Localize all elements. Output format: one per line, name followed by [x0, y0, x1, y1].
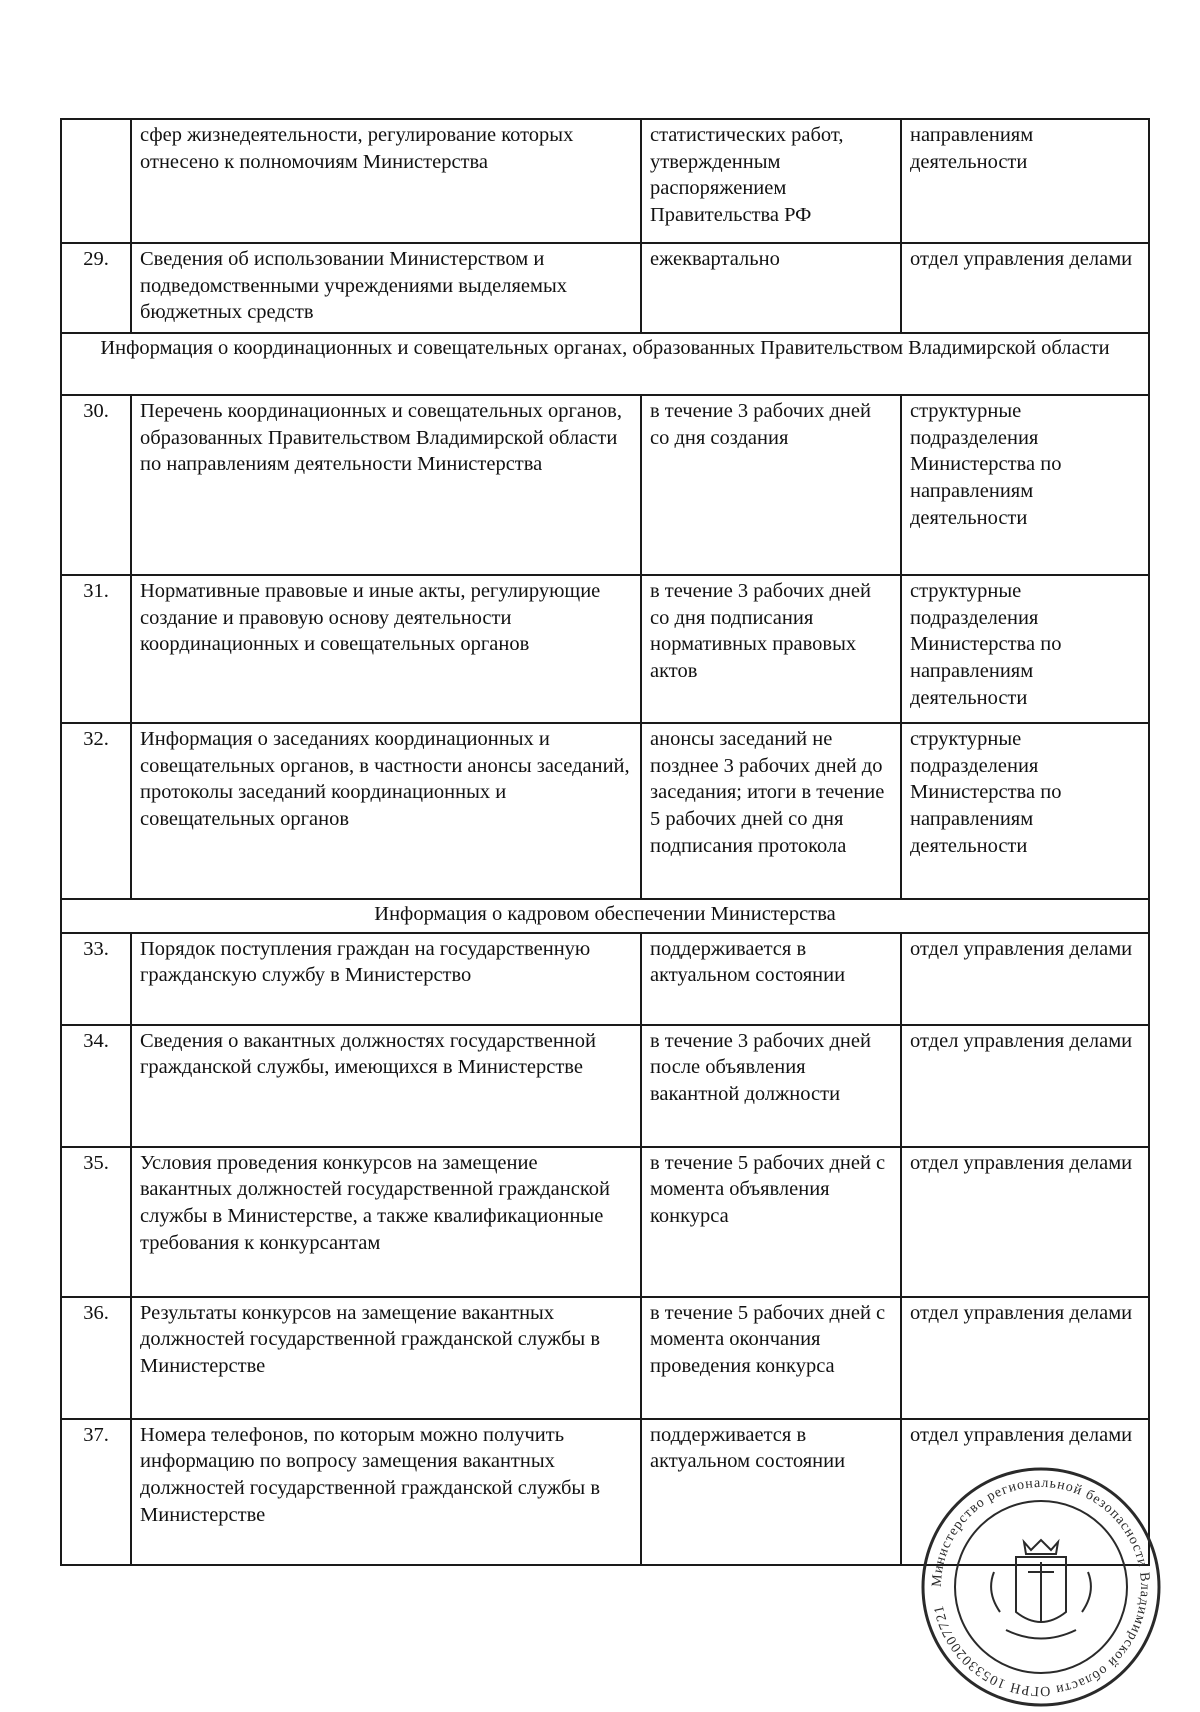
row-content: Нормативные правовые и иные акты, регулирующие создание и правовую основу деятельности координационных и совещательных органов [131, 575, 641, 723]
row-number [61, 119, 131, 243]
table-row [61, 723, 1149, 899]
section-title: Информация о кадровом обеспечении Министерства [61, 899, 1149, 933]
document-table [60, 118, 1150, 1566]
row-number: 34. [61, 1025, 131, 1147]
row-responsible: отдел управления делами [901, 1297, 1149, 1419]
table-row [61, 575, 1149, 723]
section-header-row [61, 333, 1149, 395]
row-responsible: отдел управления делами [901, 933, 1149, 1025]
row-number: 35. [61, 1147, 131, 1297]
section-header-row [61, 899, 1149, 933]
row-content: Сведения об использовании Министерством и подведомственными учреждениями выделяемых бюджетных средств [131, 243, 641, 333]
row-number: 37. [61, 1419, 131, 1565]
row-content: Номера телефонов, по которым можно получить информацию по вопросу замещения вакантных должностей государственной гражданской службы в Министерстве [131, 1419, 641, 1565]
row-responsible: структурные подразделения Министерства по направлениям деятельности [901, 723, 1149, 899]
row-period: в течение 3 рабочих дней после объявления вакантной должности [641, 1025, 901, 1147]
section-title: Информация о координационных и совещательных органах, образованных Правительством Владимирской области [61, 333, 1149, 395]
table-row [61, 119, 1149, 243]
row-number: 32. [61, 723, 131, 899]
table-row [61, 1297, 1149, 1419]
table-row [61, 1147, 1149, 1297]
row-responsible: структурные подразделения Министерства по направлениям деятельности [901, 575, 1149, 723]
row-content: Перечень координационных и совещательных органов, образованных Правительством Владимирской области по направлениям деятельности Министерства [131, 395, 641, 575]
row-content: Условия проведения конкурсов на замещение вакантных должностей государственной гражданской службы в Министерстве, а также квалификационные требования к конкурсантам [131, 1147, 641, 1297]
row-period: в течение 5 рабочих дней с момента окончания проведения конкурса [641, 1297, 901, 1419]
row-number: 30. [61, 395, 131, 575]
row-number: 33. [61, 933, 131, 1025]
official-seal-stamp [916, 1462, 1166, 1712]
table-row [61, 243, 1149, 333]
row-period: в течение 3 рабочих дней со дня создания [641, 395, 901, 575]
row-period: в течение 3 рабочих дней со дня подписания нормативных правовых актов [641, 575, 901, 723]
row-number: 29. [61, 243, 131, 333]
row-content: Порядок поступления граждан на государственную гражданскую службу в Министерство [131, 933, 641, 1025]
row-period: поддерживается в актуальном состоянии [641, 1419, 901, 1565]
row-number: 31. [61, 575, 131, 723]
row-responsible: отдел управления делами [901, 1025, 1149, 1147]
row-period: статистических работ, утвержденным распоряжением Правительства РФ [641, 119, 901, 243]
row-number: 36. [61, 1297, 131, 1419]
table-row [61, 933, 1149, 1025]
row-content: сфер жизнедеятельности, регулирование которых отнесено к полномочиям Министерства [131, 119, 641, 243]
coat-of-arms-emblem [991, 1540, 1091, 1639]
row-period: ежеквартально [641, 243, 901, 333]
row-content: Сведения о вакантных должностях государственной гражданской службы, имеющихся в Министерстве [131, 1025, 641, 1147]
row-period: в течение 5 рабочих дней с момента объявления конкурса [641, 1147, 901, 1297]
row-content: Информация о заседаниях координационных и совещательных органов, в частности анонсы заседаний, протоколы заседаний координационных и совещательных органов [131, 723, 641, 899]
row-responsible: отдел управления делами [901, 243, 1149, 333]
row-responsible: отдел управления делами [901, 1147, 1149, 1297]
row-responsible: структурные подразделения Министерства по направлениям деятельности [901, 395, 1149, 575]
seal-text-path: Министерство региональной безопасности Владимирской области ОГРН 1053302007721 [929, 1475, 1153, 1699]
row-period: поддерживается в актуальном состоянии [641, 933, 901, 1025]
row-period: анонсы заседаний не позднее 3 рабочих дней до заседания; итоги в течение 5 рабочих дней со дня подписания протокола [641, 723, 901, 899]
row-responsible: направлениям деятельности [901, 119, 1149, 243]
row-content: Результаты конкурсов на замещение вакантных должностей государственной гражданской службы в Министерстве [131, 1297, 641, 1419]
table-row [61, 1025, 1149, 1147]
table-row [61, 395, 1149, 575]
row-responsible: отдел управления делами [901, 1419, 1149, 1565]
